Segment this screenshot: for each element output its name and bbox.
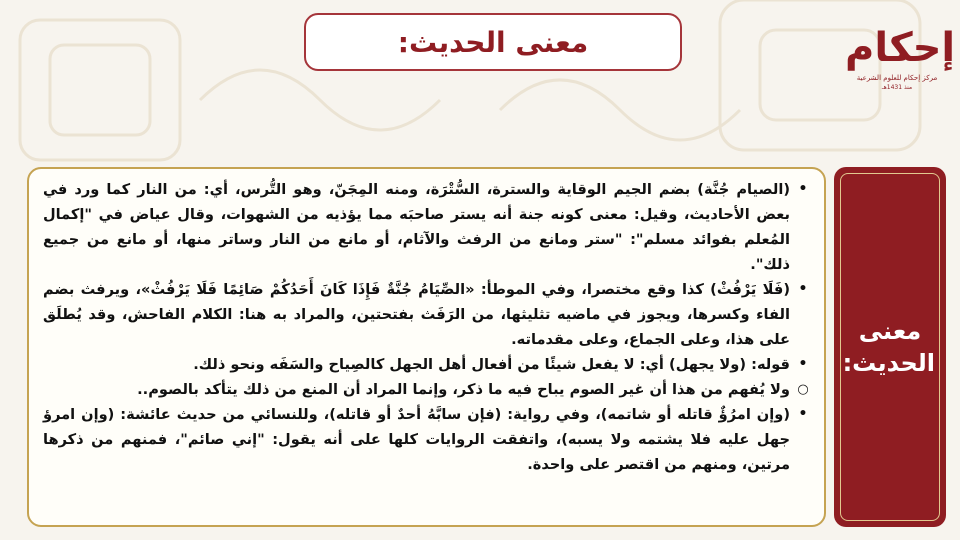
bullet-icon: • — [798, 181, 808, 197]
side-label: معنى الحديث: — [842, 317, 935, 377]
list-item — [43, 177, 812, 277]
logo-name: إحكام — [845, 25, 956, 71]
title-banner — [304, 13, 682, 71]
side-label-panel — [834, 167, 946, 527]
list-item — [43, 277, 812, 352]
bullet-icon: • — [798, 281, 808, 297]
list-item — [43, 352, 812, 377]
list-item — [43, 402, 812, 477]
item-text: ولا يُفهم من هذا أن غير الصوم يباح فيه ما ذكر، وإنما المراد أن المنع من ذلك يتأكد بالصوم.. — [137, 381, 790, 398]
item-text: (الصيام جُنَّة) بضم الجيم الوقاية والسترة، السُّتْرَة، ومنه المِجَنّ، وهو التُّرس، أي: من النار كما ورد في بعض الأحاديث، وقيل: معنى كونه جنة أنه يستر صاحبَه مما يؤذيه من الشهوات، وقال عياض في "إكمال المُعلم بفوائد مسلم": "ستر ومانع من الرفث والآثام، أو مانع من النار وساتر منها، أو مانع من جميع ذلك". — [43, 181, 790, 273]
brand-logo — [845, 24, 956, 96]
list-item — [43, 377, 812, 402]
bullet-icon: • — [798, 406, 808, 422]
item-text: (فَلَا يَرْفُثْ) كذا وقع مختصرا، وفي الموطأ: «الصِّيَامُ جُنَّةٌ فَإِذَا كَانَ أَحَدُكُمْ صَائِمًا فَلَا يَرْفُثْ»، ويرفث بضم الفاء وكسرها، ويجوز في ماضيه تثليثها، من الرَفَث بفتحتين، والمراد به هنا: الكلام الفاحش، وقد يُطلَق على هذا، وعلى الجماع، وعلى مقدماته. — [43, 281, 790, 348]
item-text: قوله: (ولا يجهل) أي: لا يفعل شيئًا من أفعال أهل الجهل كالصِياح والسَفَه ونحو ذلك. — [193, 356, 790, 373]
circle-bullet-icon: ○ — [797, 382, 809, 397]
page-title: معنى الحديث: — [397, 25, 589, 59]
logo-tagline: منذ 1431هـ — [881, 84, 913, 91]
bullet-icon: • — [798, 356, 808, 372]
content-panel — [27, 167, 826, 527]
item-text: (وإن امرُؤٌ قاتله أو شاتمه)، وفي رواية: (فإن سابَّهُ أحدٌ أو قاتله)، وللنسائي من حديث عائشة: (وإن امرؤ جهل عليه فلا يشتمه ولا يسبه)، واتفقت الروايات كلها على أنه يقول: "إني صائم"، فمنهم من ذكرها مرتين، ومنهم من اقتصر على واحدة. — [43, 406, 790, 473]
logo-subtitle: مركز إحكام للعلوم الشرعية — [856, 74, 938, 82]
